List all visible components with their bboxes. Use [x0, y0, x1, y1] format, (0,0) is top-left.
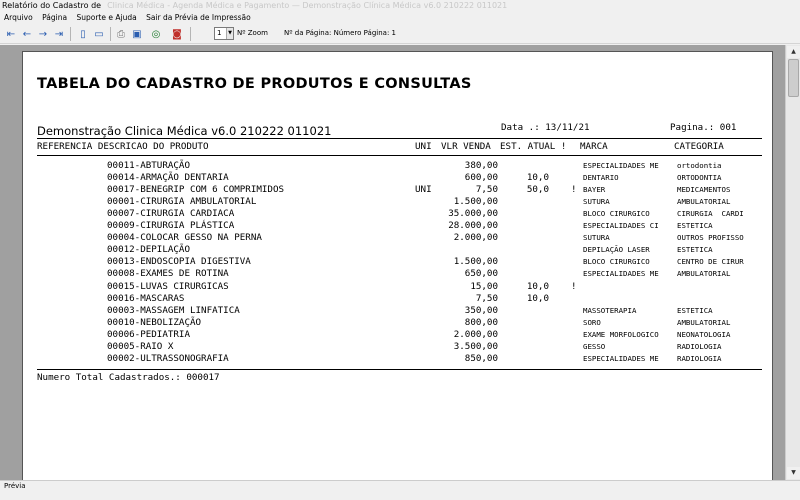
table-header — [23, 141, 774, 153]
desc-cell: 00010-NEBOLIZAÇÃO — [107, 316, 202, 328]
menu-sair-previa[interactable]: Sair da Prévia de Impressão — [146, 13, 251, 22]
close-preview-icon[interactable]: ◙ — [172, 28, 182, 40]
marca-cell: DEPILAÇÃO LASER — [583, 245, 650, 255]
categoria-cell: ESTETICA — [677, 305, 713, 315]
table-row — [23, 293, 774, 305]
desc-cell: 00012-DEPILAÇÃO — [107, 244, 190, 256]
marca-cell: GESSO — [583, 341, 606, 351]
value-cell: 350,00 — [464, 304, 498, 316]
next-page-icon[interactable]: → — [38, 28, 48, 40]
categoria-cell: ESTETICA — [677, 245, 713, 255]
menu-bar — [0, 12, 800, 24]
header-top-rule — [37, 138, 762, 139]
desc-cell: 00003-MASSAGEM LINFATICA — [107, 304, 240, 316]
desc-cell: 00008-EXAMES DE ROTINA — [107, 268, 229, 280]
marca-cell: BLOCO CIRURGICO — [583, 257, 650, 267]
value-cell: 1.500,00 — [453, 256, 498, 268]
menu-arquivo[interactable]: Arquivo — [4, 13, 33, 22]
first-page-icon[interactable]: ⇤ — [6, 28, 16, 40]
multi-page-icon[interactable]: ▭ — [94, 28, 104, 40]
desc-cell: 00001-CIRURGIA AMBULATORIAL — [107, 196, 257, 208]
desc-cell: 00011-ABTURAÇÃO — [107, 160, 190, 171]
marca-cell: BLOCO CIRURGICO — [583, 209, 650, 219]
table-row — [23, 232, 774, 244]
report-footer-total: Numero Total Cadastrados.: 000017 — [37, 372, 220, 383]
categoria-cell: OUTROS PROFISSO — [677, 233, 744, 243]
table-row — [23, 244, 774, 256]
window-title: Relatório do Cadastro de — [2, 1, 102, 10]
table-row — [23, 160, 774, 172]
header-categoria: CATEGORIA — [674, 141, 724, 152]
desc-cell: 00005-RAIO X — [107, 340, 174, 352]
value-cell: 15,00 — [470, 280, 498, 292]
table-row — [23, 196, 774, 208]
value-cell: 800,00 — [464, 316, 498, 328]
table-row — [23, 172, 774, 184]
categoria-cell: AMBULATORIAL — [677, 197, 731, 207]
categoria-cell: AMBULATORIAL — [677, 269, 731, 279]
vertical-scrollbar[interactable] — [785, 45, 800, 480]
marca-cell: ESPECIALIDADES ME — [583, 269, 659, 279]
value-cell: 2.000,00 — [453, 232, 498, 244]
stock-cell: 10,0 — [526, 172, 549, 184]
table-row — [23, 305, 774, 317]
report-page-number: Pagina.: 001 — [670, 122, 737, 133]
desc-cell: 00014-ARMAÇÃO DENTARIA — [107, 172, 229, 184]
value-cell: 7,50 — [475, 184, 498, 196]
footer-rule — [37, 369, 762, 370]
categoria-cell: NEONATOLOGIA — [677, 329, 731, 339]
table-row — [23, 208, 774, 220]
desc-cell: 00002-ULTRASSONOGRAFIA — [107, 352, 229, 364]
table-row — [23, 281, 774, 293]
report-page — [22, 51, 773, 480]
desc-cell: 00013-ENDOSCOPIA DIGESTIVA — [107, 256, 251, 268]
flag-cell: ! — [571, 184, 577, 196]
table-row — [23, 256, 774, 268]
header-vlr: VLR VENDA — [441, 141, 491, 152]
marca-cell: ESPECIALIDADES ME — [583, 161, 659, 170]
desc-cell: 00016-MASCARAS — [107, 292, 185, 304]
marca-cell: ESPECIALIDADES ME — [583, 353, 659, 363]
status-bar — [0, 480, 800, 500]
report-date: Data .: 13/11/21 — [501, 122, 590, 133]
window-title-bar — [0, 0, 800, 12]
stock-cell: 50,0 — [526, 184, 549, 196]
scroll-thumb[interactable] — [788, 59, 799, 97]
value-cell: 28.000,00 — [448, 220, 498, 232]
value-cell: 1.500,00 — [453, 196, 498, 208]
web-export-icon[interactable]: ◎ — [151, 28, 161, 40]
export-icon[interactable]: ▣ — [132, 28, 142, 40]
categoria-cell: ortodontia — [677, 161, 722, 170]
report-company: Demonstração Clinica Médica v6.0 210222 011021 — [37, 124, 332, 138]
menu-suporte[interactable]: Suporte e Ajuda — [76, 13, 137, 22]
desc-cell: 00009-CIRURGIA PLÁSTICA — [107, 220, 235, 232]
desc-cell: 00007-CIRURGIA CARDIACA — [107, 208, 235, 220]
previous-page-icon[interactable]: ← — [22, 28, 32, 40]
scroll-down-icon[interactable]: ▼ — [787, 467, 800, 479]
table-row — [23, 329, 774, 341]
stock-cell: 10,0 — [526, 280, 549, 292]
marca-cell: SORO — [583, 317, 601, 327]
single-page-icon[interactable]: ▯ — [80, 28, 86, 40]
toolbar-separator — [110, 27, 111, 41]
report-title: TABELA DO CADASTRO DE PRODUTOS E CONSULTAS — [37, 76, 472, 92]
header-uni: UNI — [415, 141, 432, 152]
toolbar — [0, 24, 800, 44]
uni-cell: UNI — [415, 184, 432, 196]
table-row — [23, 220, 774, 232]
last-page-icon[interactable]: ⇥ — [54, 28, 64, 40]
chevron-down-icon[interactable]: ▼ — [226, 28, 233, 39]
window-title-blurred: Clinica Médica - Agenda Médica e Pagamento — Demonstração Clínica Médica v6.0 210222 011021 — [107, 1, 508, 10]
table-row — [23, 184, 774, 196]
menu-pagina[interactable]: Página — [42, 13, 68, 22]
header-est: EST. ATUAL ! — [500, 141, 567, 152]
scroll-up-icon[interactable]: ▲ — [787, 46, 800, 58]
marca-cell: MASSOTERAPIA — [583, 305, 637, 315]
categoria-cell: AMBULATORIAL — [677, 317, 731, 327]
value-cell: 35.000,00 — [448, 208, 498, 220]
categoria-cell: CENTRO DE CIRUR — [677, 257, 744, 267]
status-text: Prévia — [4, 482, 26, 490]
marca-cell: BAYER — [583, 185, 606, 195]
flag-cell: ! — [571, 280, 577, 292]
categoria-cell: CIRURGIA CARDI — [677, 209, 744, 219]
value-cell: 600,00 — [464, 172, 498, 184]
value-cell: 850,00 — [464, 352, 498, 364]
table-row — [23, 268, 774, 280]
value-cell: 2.000,00 — [453, 328, 498, 340]
page-select[interactable] — [214, 27, 234, 40]
marca-cell: ESPECIALIDADES CI — [583, 221, 659, 231]
marca-cell: SUTURA — [583, 233, 610, 243]
table-row — [23, 353, 774, 365]
categoria-cell: ESTETICA — [677, 221, 713, 231]
desc-cell: 00004-COLOCAR GESSO NA PERNA — [107, 232, 262, 244]
desc-cell: 00006-PEDIATRIA — [107, 328, 190, 340]
page-select-value: 1 — [217, 29, 222, 37]
categoria-cell: MEDICAMENTOS — [677, 185, 731, 195]
categoria-cell: RADIOLOGIA — [677, 353, 722, 363]
header-bottom-rule — [37, 155, 762, 156]
page-number-label: Nº da Página: Número Página: 1 — [284, 29, 396, 37]
header-ref: REFERENCIA DESCRICAO DO PRODUTO — [37, 141, 209, 152]
value-cell: 7,50 — [475, 292, 498, 304]
value-cell: 650,00 — [464, 268, 498, 280]
marca-cell: DENTARIO — [583, 173, 619, 183]
toolbar-separator — [190, 27, 191, 41]
preview-viewport — [0, 45, 785, 480]
zoom-label: Nº Zoom — [237, 29, 268, 37]
desc-cell: 00017-BENEGRIP COM 6 COMPRIMIDOS — [107, 184, 285, 196]
value-cell: 380,00 — [464, 160, 498, 171]
table-row — [23, 341, 774, 353]
marca-cell: SUTURA — [583, 197, 610, 207]
desc-cell: 00015-LUVAS CIRURGICAS — [107, 280, 229, 292]
categoria-cell: RADIOLOGIA — [677, 341, 722, 351]
print-icon[interactable]: ⎙ — [117, 28, 125, 40]
header-marca: MARCA — [580, 141, 608, 152]
marca-cell: EXAME MORFOLOGICO — [583, 329, 659, 339]
toolbar-separator — [70, 27, 71, 41]
stock-cell: 10,0 — [526, 292, 549, 304]
table-row — [23, 317, 774, 329]
value-cell: 3.500,00 — [453, 340, 498, 352]
categoria-cell: ORTODONTIA — [677, 173, 722, 183]
